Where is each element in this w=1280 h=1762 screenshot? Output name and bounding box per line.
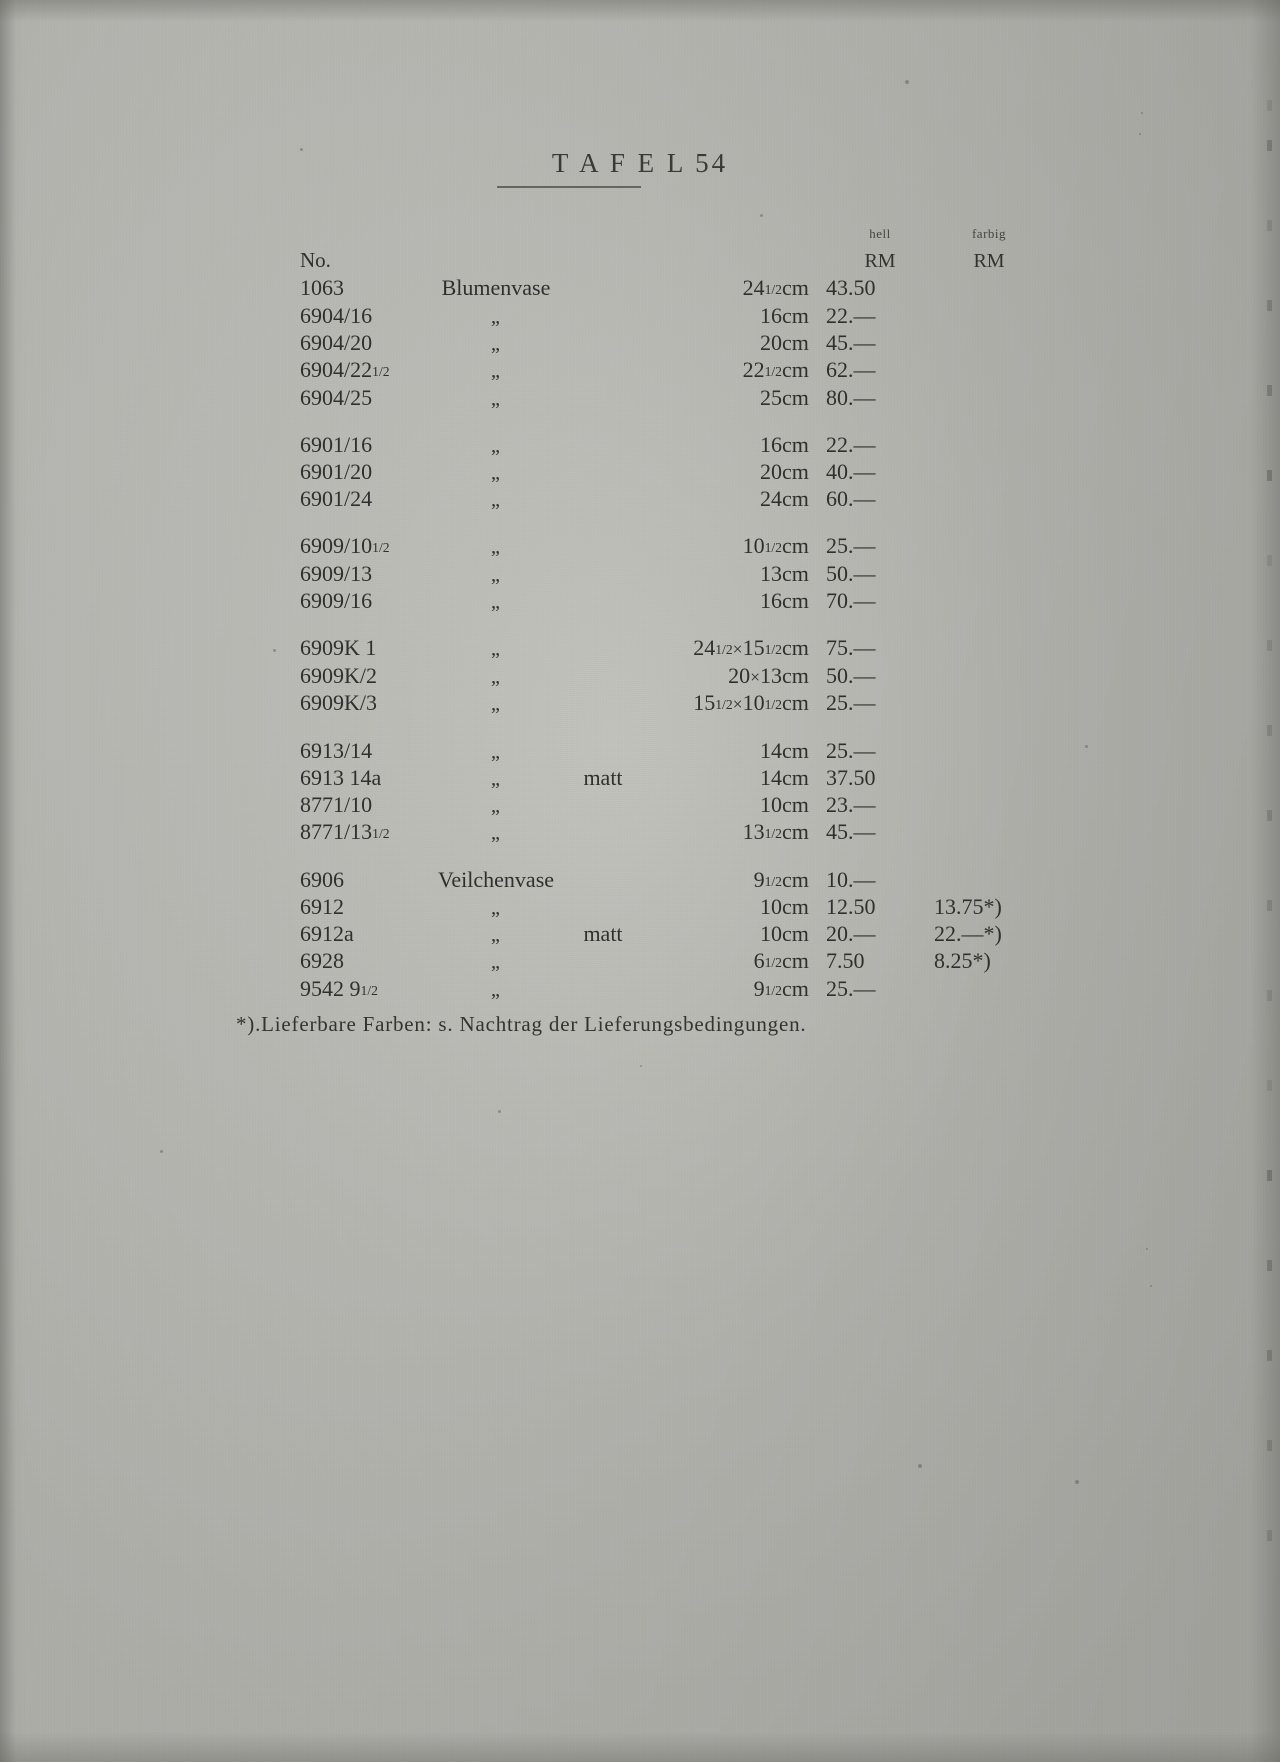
table-row	[300, 792, 1044, 819]
cell-size: 10	[760, 791, 782, 817]
cell-price-farbig	[934, 663, 1044, 690]
cell-finish	[560, 663, 646, 690]
cell-unit: cm	[782, 431, 809, 457]
cell-unit: cm	[782, 948, 809, 974]
cell-article-number: 6904/20	[300, 329, 373, 355]
cell-size: 91/2	[753, 976, 782, 1002]
cell-price-hell: 60.—	[826, 485, 876, 511]
table-header-small	[300, 222, 1044, 246]
cell-size: 61/2	[753, 948, 782, 974]
table-row	[300, 635, 1044, 663]
cell-price-hell: 75.—	[826, 634, 876, 660]
cell-article-number: 6909/16	[300, 587, 373, 613]
cell-description: „	[491, 488, 501, 511]
cell-price-farbig	[934, 486, 1044, 513]
cell-article-number: 9542 91/2	[300, 976, 378, 1002]
cell-price-farbig	[934, 976, 1044, 1004]
cell-finish	[560, 533, 646, 561]
cell-unit: cm	[782, 587, 809, 613]
cell-description: „	[491, 740, 501, 763]
cell-size: 25	[760, 384, 782, 410]
table-row	[300, 275, 1044, 303]
cell-size: 20×13	[728, 662, 782, 688]
cell-price-hell: 62.—	[826, 356, 876, 382]
cell-finish	[560, 486, 646, 513]
cell-price-hell: 10.—	[826, 866, 876, 892]
cell-size: 10	[760, 921, 782, 947]
footnote: *).Lieferbare Farben: s. Nachtrag der Lieferungsbedingungen.	[236, 1012, 807, 1036]
cell-price-farbig	[934, 432, 1044, 459]
cell-price-farbig	[934, 330, 1044, 357]
table-row	[300, 533, 1044, 561]
cell-finish	[560, 459, 646, 486]
cell-size: 10	[760, 894, 782, 920]
page-title: T A F E L 54	[551, 148, 729, 178]
cell-finish	[560, 357, 646, 385]
table-group-spacer	[300, 513, 1044, 533]
table-group-spacer	[300, 718, 1044, 738]
cell-price-hell: 43.50	[826, 275, 876, 300]
cell-price-farbig	[934, 690, 1044, 718]
table-row	[300, 561, 1044, 588]
cell-size: 16	[760, 587, 782, 613]
cell-article-number: 6909K 1	[300, 634, 377, 660]
cell-article-number: 6913/14	[300, 737, 373, 763]
cell-price-hell: 22.—	[826, 302, 876, 328]
cell-article-number: 6909/101/2	[300, 532, 390, 558]
cell-size: 24	[760, 485, 782, 511]
table-row	[300, 765, 1044, 792]
cell-description: „	[491, 332, 501, 355]
cell-size: 101/2	[742, 532, 782, 558]
cell-price-farbig	[934, 738, 1044, 765]
table-row	[300, 976, 1044, 1004]
cell-finish	[560, 303, 646, 330]
cell-article-number: 6912a	[300, 921, 354, 947]
cell-price-farbig	[934, 303, 1044, 330]
cell-price-farbig	[934, 357, 1044, 385]
cell-unit: cm	[782, 866, 809, 892]
cell-article-number: 6901/24	[300, 485, 373, 511]
cell-price-hell: 37.50	[826, 764, 876, 790]
cell-finish: matt	[583, 764, 623, 790]
cell-size: 221/2	[742, 356, 782, 382]
cell-description: „	[491, 692, 501, 715]
cell-unit: cm	[782, 329, 809, 355]
table-row	[300, 357, 1044, 385]
cell-price-farbig	[934, 588, 1044, 615]
column-header-hell: hell	[869, 226, 891, 241]
cell-size: 16	[760, 302, 782, 328]
price-table	[300, 222, 1044, 1004]
cell-unit: cm	[782, 791, 809, 817]
cell-unit: cm	[782, 976, 809, 1002]
table-row	[300, 432, 1044, 459]
table-row	[300, 330, 1044, 357]
cell-unit: cm	[782, 662, 809, 688]
table-row	[300, 738, 1044, 765]
cell-price-hell: 23.—	[826, 791, 876, 817]
cell-size: 151/2×101/2	[693, 689, 782, 715]
table-row	[300, 921, 1044, 948]
cell-finish	[560, 819, 646, 847]
table-group-spacer	[300, 847, 1044, 867]
cell-article-number: 6904/16	[300, 302, 373, 328]
cell-price-farbig: 8.25*)	[934, 948, 991, 974]
cell-description: „	[491, 637, 501, 660]
cell-unit: cm	[782, 921, 809, 947]
cell-description: „	[491, 951, 501, 974]
cell-article-number: 6901/16	[300, 431, 373, 457]
cell-size: 91/2	[753, 866, 782, 892]
cell-unit: cm	[782, 894, 809, 920]
cell-size: 241/2	[742, 275, 782, 300]
cell-description: „	[491, 794, 501, 817]
cell-price-hell: 50.—	[826, 662, 876, 688]
cell-description: Blumenvase	[441, 275, 551, 300]
cell-price-hell: 20.—	[826, 921, 876, 947]
cell-article-number: 6904/25	[300, 384, 373, 410]
cell-price-hell: 40.—	[826, 458, 876, 484]
column-header-no: No.	[300, 248, 331, 272]
table-header-rm	[300, 246, 1044, 275]
cell-unit: cm	[782, 737, 809, 763]
cell-price-hell: 25.—	[826, 689, 876, 715]
table-row	[300, 894, 1044, 921]
table-row	[300, 588, 1044, 615]
cell-description: „	[491, 924, 501, 947]
cell-description: Veilchenvase	[437, 866, 555, 892]
table-row	[300, 819, 1044, 847]
cell-price-farbig	[934, 459, 1044, 486]
cell-price-hell: 25.—	[826, 532, 876, 558]
cell-price-hell: 25.—	[826, 737, 876, 763]
cell-description: „	[491, 979, 501, 1002]
cell-size: 241/2×151/2	[693, 634, 782, 660]
table-row	[300, 948, 1044, 976]
cell-unit: cm	[782, 560, 809, 586]
cell-article-number: 6901/20	[300, 458, 373, 484]
cell-description: „	[491, 897, 501, 920]
cell-finish	[560, 690, 646, 718]
cell-price-hell: 50.—	[826, 560, 876, 586]
column-header-farbig-rm: RM	[973, 250, 1005, 272]
cell-price-farbig: 22.—*)	[934, 921, 1002, 947]
table-row	[300, 690, 1044, 718]
cell-article-number: 6909/13	[300, 560, 373, 586]
cell-unit: cm	[782, 458, 809, 484]
cell-price-farbig	[934, 765, 1044, 792]
column-header-farbig: farbig	[971, 226, 1007, 241]
table-row	[300, 303, 1044, 330]
cell-finish	[560, 275, 646, 303]
cell-price-farbig	[934, 275, 1044, 303]
cell-price-farbig	[934, 533, 1044, 561]
cell-price-hell: 22.—	[826, 431, 876, 457]
table-row	[300, 663, 1044, 690]
cell-finish	[560, 867, 646, 895]
table-group-spacer	[300, 412, 1044, 432]
cell-size: 20	[760, 329, 782, 355]
cell-unit: cm	[782, 485, 809, 511]
cell-article-number: 6913 14a	[300, 764, 382, 790]
cell-price-hell: 70.—	[826, 587, 876, 613]
cell-price-farbig	[934, 385, 1044, 412]
cell-description: „	[491, 461, 501, 484]
cell-description: „	[491, 434, 501, 457]
cell-description: „	[491, 305, 501, 328]
cell-price-farbig	[934, 635, 1044, 663]
cell-unit: cm	[782, 532, 809, 558]
cell-price-farbig	[934, 867, 1044, 895]
cell-description: „	[491, 535, 501, 558]
cell-unit: cm	[782, 384, 809, 410]
cell-finish	[560, 792, 646, 819]
cell-article-number: 6904/221/2	[300, 356, 390, 382]
cell-price-farbig	[934, 561, 1044, 588]
cell-finish	[560, 635, 646, 663]
cell-price-hell: 7.50	[826, 948, 865, 974]
table-group-spacer	[300, 615, 1044, 635]
cell-size: 131/2	[742, 818, 782, 844]
cell-article-number: 6909K/2	[300, 662, 377, 688]
cell-article-number: 8771/131/2	[300, 818, 390, 844]
cell-unit: cm	[782, 356, 809, 382]
table-row	[300, 459, 1044, 486]
cell-finish	[560, 385, 646, 412]
column-header-hell-rm: RM	[864, 250, 896, 272]
cell-article-number: 6928	[300, 948, 344, 974]
cell-price-farbig	[934, 792, 1044, 819]
cell-article-number: 8771/10	[300, 791, 373, 817]
cell-description: „	[491, 563, 501, 586]
cell-finish	[560, 894, 646, 921]
cell-finish	[560, 948, 646, 976]
cell-size: 13	[760, 560, 782, 586]
cell-unit: cm	[782, 302, 809, 328]
cell-size: 14	[760, 737, 782, 763]
cell-description: „	[491, 590, 501, 613]
table-row	[300, 867, 1044, 895]
cell-unit: cm	[782, 689, 809, 715]
cell-finish	[560, 561, 646, 588]
cell-description: „	[491, 359, 501, 382]
cell-unit: cm	[782, 818, 809, 844]
cell-size: 20	[760, 458, 782, 484]
cell-price-hell: 25.—	[826, 976, 876, 1002]
cell-description: „	[491, 665, 501, 688]
cell-article-number: 6909K/3	[300, 689, 377, 715]
cell-finish	[560, 588, 646, 615]
cell-price-hell: 45.—	[826, 329, 876, 355]
cell-finish	[560, 976, 646, 1004]
cell-price-hell: 45.—	[826, 818, 876, 844]
cell-description: „	[491, 767, 501, 790]
cell-finish	[560, 738, 646, 765]
cell-unit: cm	[782, 275, 809, 300]
cell-article-number: 1063	[300, 275, 344, 300]
cell-finish	[560, 432, 646, 459]
cell-price-farbig: 13.75*)	[934, 894, 1002, 920]
cell-price-farbig	[934, 819, 1044, 847]
cell-description: „	[491, 387, 501, 410]
cell-size: 16	[760, 431, 782, 457]
cell-finish	[560, 330, 646, 357]
cell-description: „	[491, 821, 501, 844]
cell-finish: matt	[583, 921, 623, 947]
table-row	[300, 385, 1044, 412]
cell-unit: cm	[782, 634, 809, 660]
cell-unit: cm	[782, 764, 809, 790]
cell-price-hell: 80.—	[826, 384, 876, 410]
table-row	[300, 486, 1044, 513]
cell-size: 14	[760, 764, 782, 790]
cell-article-number: 6912	[300, 894, 344, 920]
cell-price-hell: 12.50	[826, 894, 876, 920]
cell-article-number: 6906	[300, 866, 344, 892]
title-underline	[497, 186, 641, 188]
